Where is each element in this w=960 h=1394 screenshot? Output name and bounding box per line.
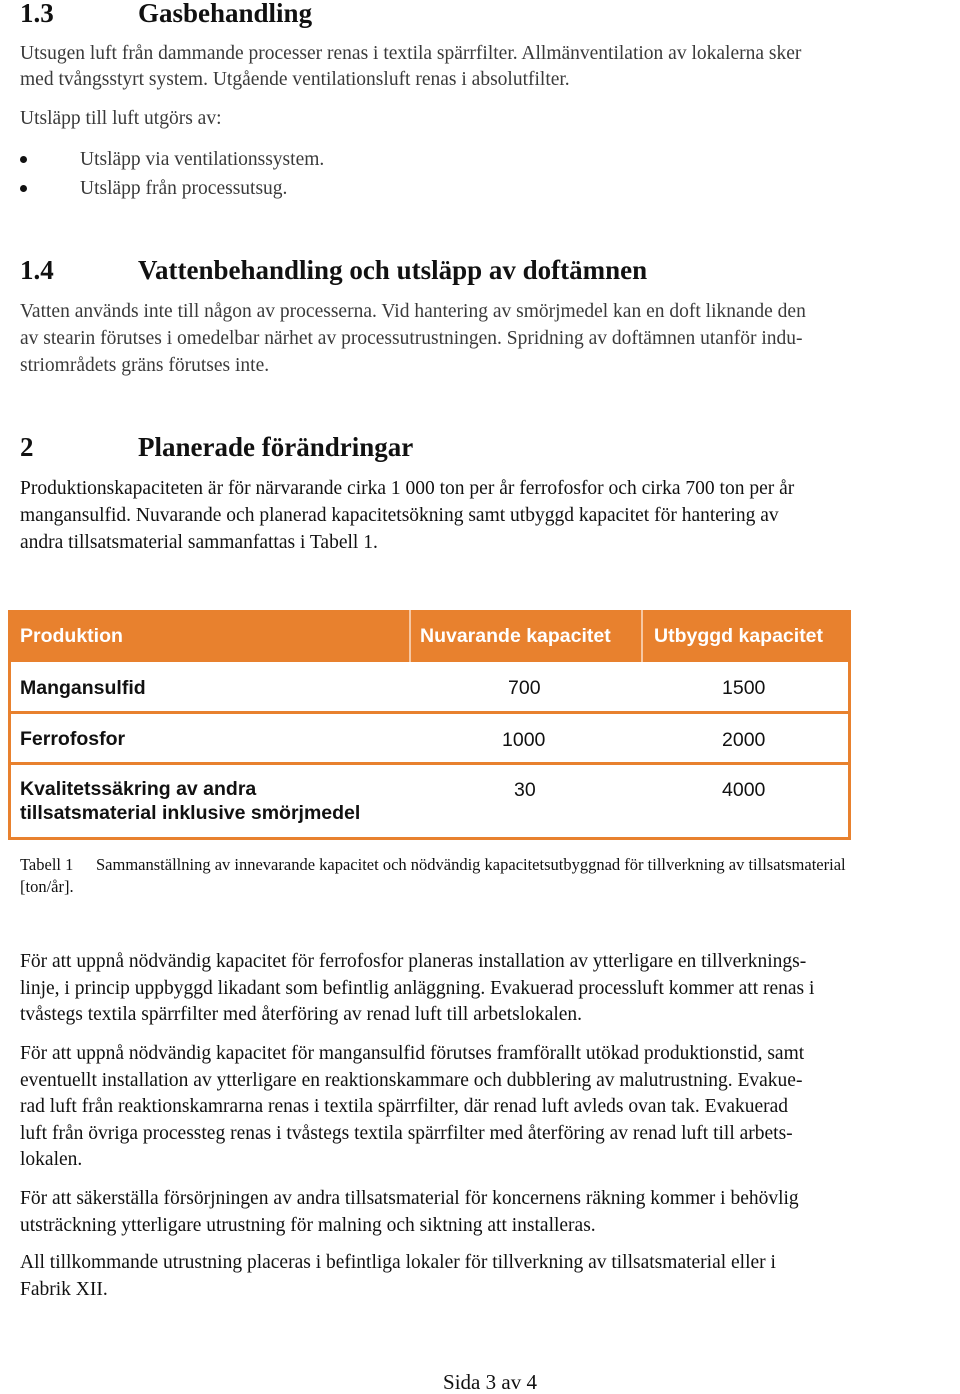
paragraph-line: För att uppnå nödvändig kapacitet för mangansulfid förutses framförallt utökad produktionstid, samt	[20, 1043, 805, 1064]
column-divider	[409, 610, 411, 662]
row-divider	[8, 837, 851, 840]
paragraph-line: Produktionskapaciteten är för närvarande cirka 1 000 ton per år ferrofosfor och cirka 700 ton per år	[20, 478, 795, 499]
table-row	[8, 662, 851, 711]
paragraph-line: För att uppnå nödvändig kapacitet för ferrofosfor planeras installation av ytterligare en tillverknings-	[20, 951, 807, 972]
cell-produktion: Mangansulfid	[20, 677, 146, 699]
paragraph-line: rad luft från reaktionskamrarna renas i textila spärrfilter, där renad luft avleds ovan tak. Evakuerad	[20, 1096, 789, 1117]
list-item	[20, 145, 620, 174]
list-item-text: Utsläpp från processutsug.	[80, 178, 288, 199]
paragraph-line: andra tillsatsmaterial sammanfattas i Tabell 1.	[20, 532, 378, 553]
section-number: 1.4	[20, 255, 54, 285]
cell-current: 30	[514, 779, 536, 801]
paragraph-line: luft från övriga processteg renas i tvåstegs textila spärrfilter med återföring av renad luft till arbets-	[20, 1122, 793, 1144]
section-number: 1.3	[20, 0, 54, 28]
bullet-icon	[20, 185, 27, 192]
table-row	[8, 765, 851, 837]
column-divider	[641, 610, 643, 662]
section-title: Vattenbehandling och utsläpp av doftämnen	[138, 255, 648, 285]
cell-produktion: tillsatsmaterial inklusive smörjmedel	[20, 802, 361, 824]
paragraph	[20, 1250, 955, 1303]
cell-expanded: 4000	[722, 779, 766, 801]
paragraph	[20, 1041, 955, 1174]
paragraph-line: För att säkerställa försörjningen av andra tillsatsmaterial för koncernens räkning kommer i behövlig	[20, 1188, 799, 1209]
paragraph-line: linje, i princip uppbyggd likadant som befintlig anläggning. Evakuerad processluft kommer att renas i	[20, 977, 815, 999]
bullet-list	[20, 145, 620, 203]
paragraph-line: striområdets gräns förutses inte.	[20, 355, 270, 376]
table-row	[8, 714, 851, 762]
capacity-table	[8, 610, 851, 840]
list-item-text: Utsläpp via ventilationssystem.	[80, 149, 325, 170]
paragraph-line: Utsugen luft från dammande processer renas i textila spärrfilter. Allmänventilation av lokalerna sker	[20, 43, 802, 64]
cell-expanded: 2000	[722, 729, 766, 751]
section-heading-1-4	[20, 255, 920, 285]
paragraph-line: Fabrik XII.	[20, 1278, 108, 1300]
paragraph-line: eventuellt installation av ytterligare en reaktionskammare och dubblering av malutrustning. Evakue-	[20, 1069, 803, 1091]
paragraph-line: lokalen.	[20, 1149, 83, 1170]
cell-produktion: Ferrofosfor	[20, 728, 126, 750]
list-item	[20, 174, 620, 203]
page-footer: Sida 3 av 4	[443, 1370, 537, 1394]
caption-text: Sammanställning av innevarande kapacitet och nödvändig kapacitetsutbyggnad för tillverkning av tillsatsmaterial	[96, 855, 846, 874]
column-header-produktion: Produktion	[20, 625, 123, 647]
paragraph-line: med tvångsstyrt system. Utgående ventilationsluft renas i absolutfilter.	[20, 69, 570, 90]
bullet-icon	[20, 156, 27, 163]
paragraph-line: utsträckning ytterligare utrustning för malning och siktning att installeras.	[20, 1214, 596, 1236]
paragraph	[20, 949, 955, 1029]
cell-produktion: Kvalitetssäkring av andra	[20, 778, 257, 800]
cell-expanded: 1500	[722, 677, 766, 699]
column-header-expanded: Utbyggd kapacitet	[654, 625, 824, 647]
paragraph-line: Vatten används inte till någon av processerna. Vid hantering av smörjmedel kan en doft liknande den	[20, 301, 806, 322]
paragraph	[20, 1186, 955, 1239]
section-heading-2	[20, 432, 920, 462]
section-title: Gasbehandling	[138, 0, 313, 28]
cell-current: 700	[508, 677, 541, 699]
section-number: 2	[20, 432, 34, 462]
paragraph: Utsläpp till luft utgörs av:	[20, 108, 222, 129]
caption-text: [ton/år].	[20, 877, 74, 896]
paragraph-line: mangansulfid. Nuvarande och planerad kapacitetsökning samt utbyggd kapacitet för hantering av	[20, 505, 779, 526]
column-header-current: Nuvarande kapacitet	[420, 625, 611, 647]
table-header-row	[8, 610, 851, 662]
cell-current: 1000	[502, 729, 546, 751]
paragraph-line: tvåstegs textila spärrfilter med återföring av renad luft till arbetslokalen.	[20, 1004, 583, 1025]
section-heading-1-3	[20, 0, 920, 28]
section-title: Planerade förändringar	[138, 432, 414, 462]
paragraph-line: All tillkommande utrustning placeras i befintliga lokaler för tillverkning av tillsatsmaterial eller i	[20, 1252, 776, 1273]
paragraph-line: av stearin förutses i omedelbar närhet av processutrustningen. Spridning av doftämnen utanför indu-	[20, 328, 803, 349]
caption-label: Tabell 1	[20, 855, 74, 874]
